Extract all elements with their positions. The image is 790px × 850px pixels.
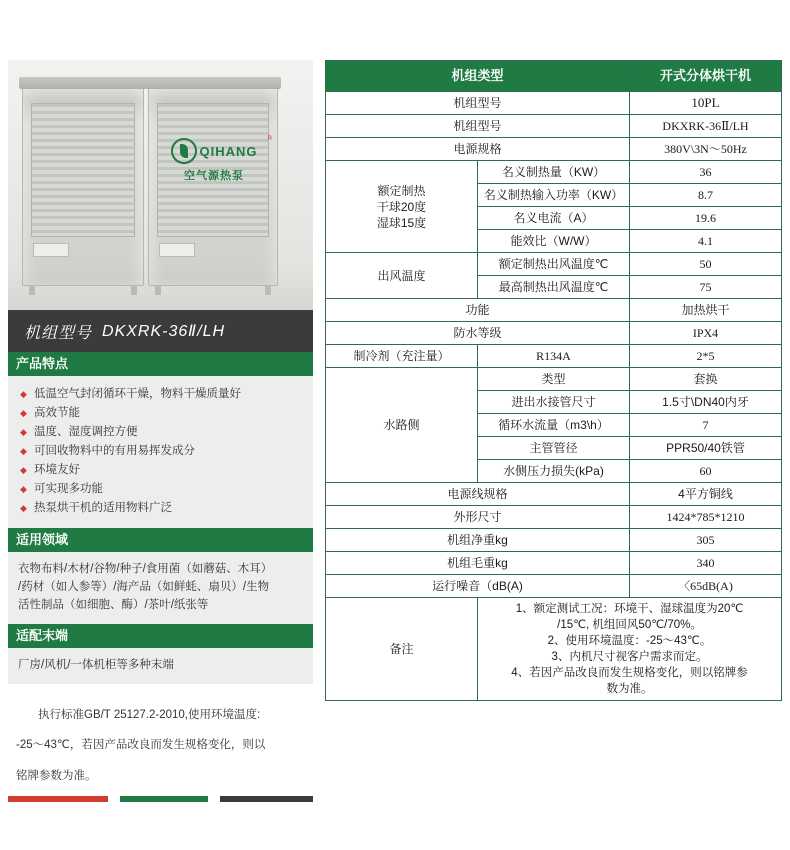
remark-line: 4、若因产品改良而发生规格变化，则以铭牌参 bbox=[511, 667, 748, 679]
row-value: IPX4 bbox=[630, 322, 782, 345]
sub-label: 主管管径 bbox=[478, 437, 630, 460]
unit-vent bbox=[33, 243, 69, 257]
header-unit-type: 机组类型 bbox=[326, 61, 630, 92]
sub-value: 60 bbox=[630, 460, 782, 483]
table-row bbox=[326, 115, 782, 138]
group-label-refrigerant: 制冷剂（充注量） bbox=[326, 345, 478, 368]
sub-label: 额定制热出风温度℃ bbox=[478, 253, 630, 276]
registered-trademark-icon: R bbox=[267, 136, 272, 142]
note-line: 执行标准GB/T 25127.2-2010,使用环境温度: bbox=[38, 708, 261, 721]
row-label: 机组毛重kg bbox=[326, 552, 630, 575]
note-line: 铭牌参数为准。 bbox=[16, 769, 97, 782]
color-bar-red bbox=[8, 796, 108, 802]
brand-subtitle: 空气源热泵 bbox=[184, 170, 244, 182]
list-item: ◆ 高效节能 bbox=[18, 404, 303, 422]
row-label: 电源线规格 bbox=[326, 483, 630, 506]
color-bar-decoration bbox=[8, 796, 313, 802]
unit-top-panel bbox=[145, 77, 281, 89]
left-column bbox=[8, 60, 313, 797]
list-item: ◆ 可回收物料中的有用易挥发成分 bbox=[18, 442, 303, 460]
table-row bbox=[326, 253, 782, 276]
table-row bbox=[326, 506, 782, 529]
header-unit-value: 开式分体烘干机 bbox=[630, 61, 782, 92]
group-label-water-side: 水路侧 bbox=[326, 368, 478, 483]
unit-grill bbox=[31, 103, 135, 237]
sub-label: 类型 bbox=[478, 368, 630, 391]
spec-table-wrapper bbox=[325, 60, 782, 701]
remark-line: 3、内机尺寸视客户需求而定。 bbox=[551, 651, 708, 663]
row-label: 机组型号 bbox=[326, 92, 630, 115]
row-value: 380V\3N～50Hz bbox=[630, 138, 782, 161]
table-row-remark bbox=[326, 598, 782, 701]
table-row bbox=[326, 575, 782, 598]
unit-vent bbox=[159, 243, 195, 257]
table-header-row bbox=[326, 61, 782, 92]
sub-value: 36 bbox=[630, 161, 782, 184]
product-photo bbox=[8, 60, 313, 310]
sub-value: 75 bbox=[630, 276, 782, 299]
application-line: /药材（如人参等）/海产品（如鲜蚝、扇贝）/生物 bbox=[18, 581, 270, 593]
row-value: 305 bbox=[630, 529, 782, 552]
color-bar-gap bbox=[108, 796, 120, 802]
specification-table bbox=[325, 60, 782, 701]
row-label: 功能 bbox=[326, 299, 630, 322]
leaf-circle-icon bbox=[171, 138, 197, 164]
row-value: 10PL bbox=[630, 92, 782, 115]
sub-label: 名义电流（A） bbox=[478, 207, 630, 230]
sub-label: R134A bbox=[478, 345, 630, 368]
unit-legs bbox=[155, 285, 271, 295]
color-bar-gap bbox=[208, 796, 220, 802]
remark-line: 2、使用环境温度：-25～43℃。 bbox=[547, 635, 712, 647]
row-label: 防水等级 bbox=[326, 322, 630, 345]
sub-value: 19.6 bbox=[630, 207, 782, 230]
row-value: DKXRK-36Ⅱ/LH bbox=[630, 115, 782, 138]
table-row bbox=[326, 138, 782, 161]
section-body-terminals bbox=[8, 648, 313, 684]
sub-label: 能效比（W/W） bbox=[478, 230, 630, 253]
heat-pump-unit-left bbox=[22, 84, 144, 286]
section-title-features: 产品特点 bbox=[8, 352, 313, 376]
row-value: 1424*785*1210 bbox=[630, 506, 782, 529]
row-label: 机组型号 bbox=[326, 115, 630, 138]
list-item: ◆ 可实现多功能 bbox=[18, 480, 303, 498]
remark-line: 数为准。 bbox=[606, 683, 653, 695]
row-label: 外形尺寸 bbox=[326, 506, 630, 529]
group-label-rated-heating: 额定制热 干球20度 湿球15度 bbox=[326, 161, 478, 253]
table-row bbox=[326, 368, 782, 391]
sub-value: 2*5 bbox=[630, 345, 782, 368]
model-label: 机组型号 bbox=[24, 324, 93, 342]
section-body-applications bbox=[8, 552, 313, 624]
brand-logo bbox=[158, 138, 270, 183]
sub-value: 4.1 bbox=[630, 230, 782, 253]
table-row bbox=[326, 299, 782, 322]
sub-label: 名义制热输入功率（KW） bbox=[478, 184, 630, 207]
feature-list bbox=[18, 385, 303, 517]
table-row bbox=[326, 345, 782, 368]
unit-top-panel bbox=[19, 77, 147, 89]
row-label: 电源规格 bbox=[326, 138, 630, 161]
standards-note bbox=[8, 684, 313, 786]
terminal-line: 厂房/风机/一体机柜等多种末端 bbox=[18, 659, 174, 671]
row-label: 机组净重kg bbox=[326, 529, 630, 552]
row-value: 340 bbox=[630, 552, 782, 575]
table-row bbox=[326, 483, 782, 506]
sub-value: 1.5寸\DN40内牙 bbox=[630, 391, 782, 414]
list-item: ◆ 温度、湿度调控方便 bbox=[18, 423, 303, 441]
sub-label: 最高制热出风温度℃ bbox=[478, 276, 630, 299]
model-banner bbox=[8, 310, 313, 352]
color-bar-green bbox=[120, 796, 208, 802]
row-value: 4平方铜线 bbox=[630, 483, 782, 506]
table-row bbox=[326, 161, 782, 184]
application-line: 活性制品（如细胞、酶）/茶叶/纸张等 bbox=[18, 599, 209, 611]
application-line: 衣物布料/木材/谷物/种子/食用菌（如蘑菇、木耳） bbox=[18, 563, 273, 575]
note-line: -25～43℃，若因产品改良而发生规格变化，则以 bbox=[16, 739, 266, 751]
sub-value: 8.7 bbox=[630, 184, 782, 207]
list-item: ◆ 热泵烘干机的适用物料广泛 bbox=[18, 499, 303, 517]
section-title-terminals: 适配末端 bbox=[8, 624, 313, 648]
section-body-features bbox=[8, 376, 313, 528]
remark-content bbox=[478, 598, 782, 701]
model-value: DKXRK-36Ⅱ/LH bbox=[102, 323, 226, 340]
sub-value: 50 bbox=[630, 253, 782, 276]
sub-label: 水侧压力损失(kPa) bbox=[478, 460, 630, 483]
remark-label: 备注 bbox=[326, 598, 478, 701]
table-row bbox=[326, 552, 782, 575]
row-label: 运行噪音（dB(A) bbox=[326, 575, 630, 598]
list-item: ◆ 低温空气封闭循环干燥，物料干燥质量好 bbox=[18, 385, 303, 403]
remark-line: /15℃, 机组回风50℃/70%。 bbox=[557, 619, 702, 631]
list-item: ◆ 环境友好 bbox=[18, 461, 303, 479]
table-row bbox=[326, 529, 782, 552]
heat-pump-unit-right bbox=[148, 84, 278, 286]
group-label-outlet-temp: 出风温度 bbox=[326, 253, 478, 299]
brand-name: QIHANG bbox=[199, 143, 258, 159]
table-row bbox=[326, 92, 782, 115]
row-value: 〈65dB(A) bbox=[630, 575, 782, 598]
color-bar-dark bbox=[220, 796, 313, 802]
sub-label: 进出水接管尺寸 bbox=[478, 391, 630, 414]
remark-line: 1、额定测试工况：环境干、湿球温度为20℃ bbox=[515, 603, 744, 615]
row-value: 加热烘干 bbox=[630, 299, 782, 322]
sub-label: 名义制热量（KW） bbox=[478, 161, 630, 184]
section-title-applications: 适用领域 bbox=[8, 528, 313, 552]
sub-value: PPR50/40铁管 bbox=[630, 437, 782, 460]
sub-value: 7 bbox=[630, 414, 782, 437]
unit-legs bbox=[29, 285, 137, 295]
table-row bbox=[326, 322, 782, 345]
sub-value: 套换 bbox=[630, 368, 782, 391]
sub-label: 循环水流量（m3\h） bbox=[478, 414, 630, 437]
